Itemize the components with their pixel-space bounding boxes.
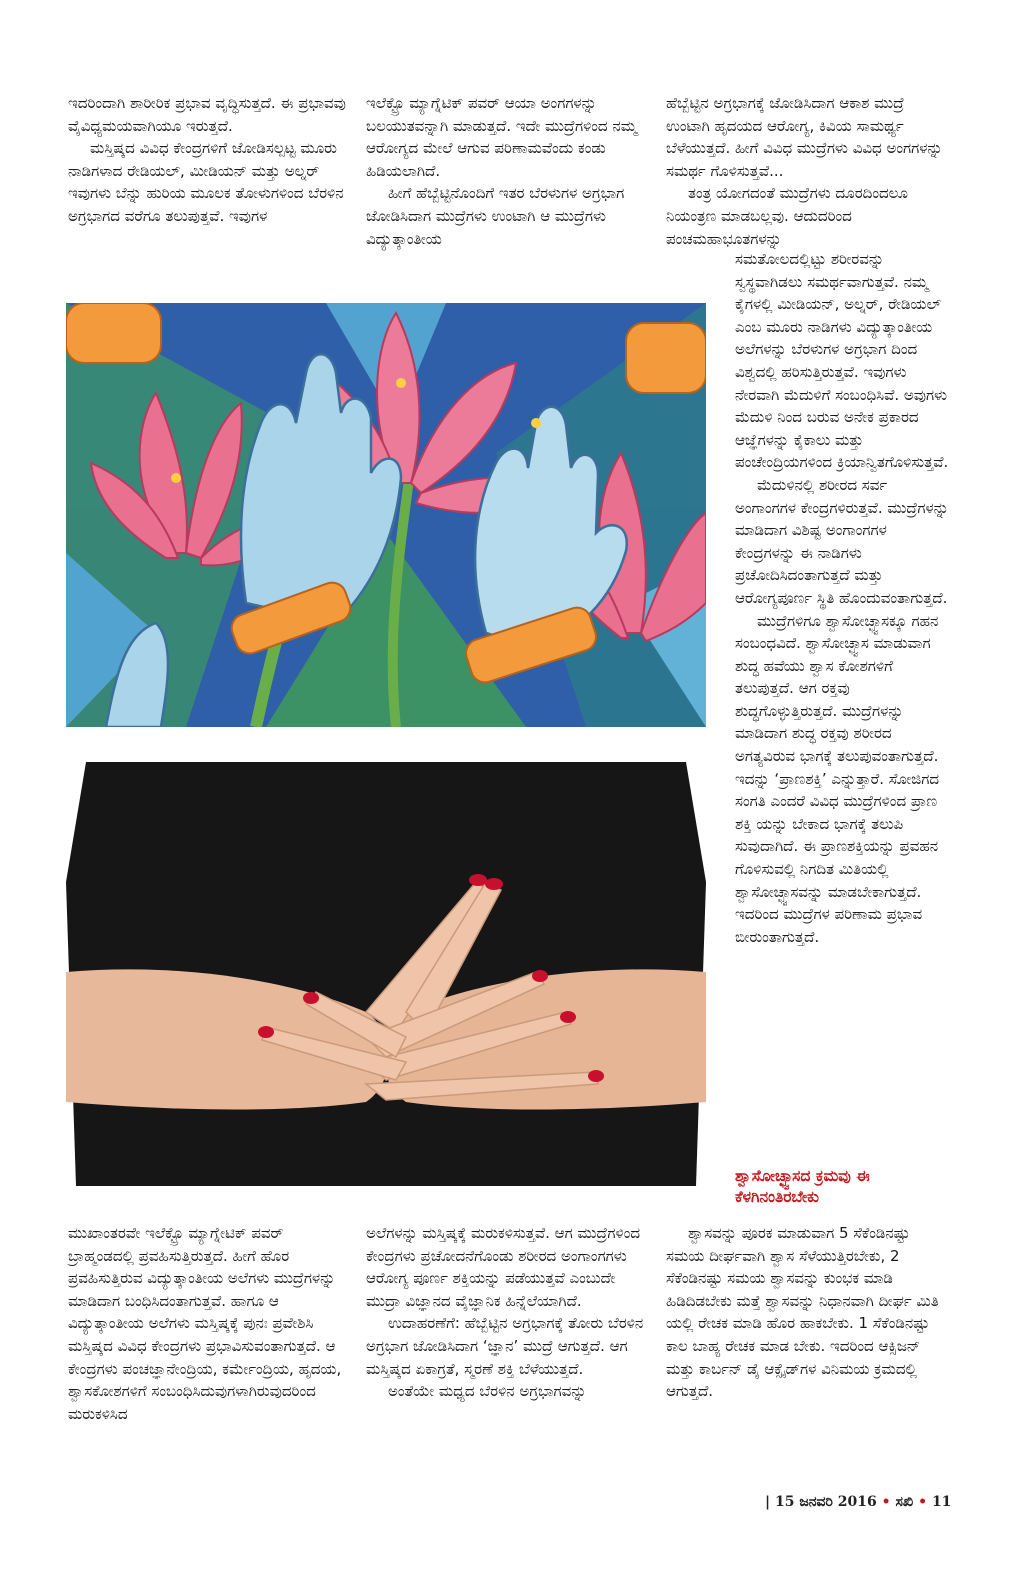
- paragraph: ಸಮತೋಲದಲ್ಲಿಟ್ಟು ಶರೀರವನ್ನು ಸ್ವಸ್ಥವಾಗಿಡಲು ಸಮರ್ಥವಾಗುತ್ತವೆ. ನಮ್ಮ ಕೈಗಳಲ್ಲಿ ಮೀಡಿಯನ್, ಅಲ್ನರ್, ರೇಡಿಯಲ್ ಎಂಬ ಮೂರು ನಾಡಿಗಳು ವಿದ್ಯುತ್ಕಾಂತೀಯ ಅಲೆಗಳನ್ನು ಬೆರಳುಗಳ ಅಗ್ರಭಾಗ ದಿಂದ ವಿಶ್ವದಲ್ಲಿ ಹರಿಸುತ್ತಿರುತ್ತವೆ. ಇವುಗಳು ನೇರವಾಗಿ ಮೆದುಳಿಗೆ ಸಂಬಂಧಿಸಿವೆ. ಅವುಗಳು ಮೆದುಳಿ ನಿಂದ ಬರುವ ಅನೇಕ ಪ್ರಕಾರದ ಆಜ್ಞೆಗಳನ್ನು ಕೈಕಾಲು ಮತ್ತು ಪಂಚೇಂದ್ರಿಯಗಳಿಂದ ಕ್ರಿಯಾನ್ವಿತಗೊಳಿಸುತ್ತವೆ.: [735, 250, 949, 472]
- page-footer: [765, 1494, 952, 1510]
- article-column-bottom-left: [68, 1222, 348, 1425]
- paragraph: ಮುದ್ರೆಗಳಿಗೂ ಶ್ವಾಸೋಚ್ಛ್ವಾಸಕ್ಕೂ ಗಹನ ಸಂಬಂಧವಿದೆ. ಶ್ವಾಸೋಚ್ಛ್ವಾಸ ಮಾಡುವಾಗ ಶುದ್ಧ ಹವೆಯು ಶ್ವಾಸ ಕೋಶಗಳಿಗೆ ತಲುಪುತ್ತದೆ. ಆಗ ರಕ್ತವು ಶುದ್ಧಗೊಳ್ಳುತ್ತಿರುತ್ತದೆ. ಮುದ್ರೆಗಳನ್ನು ಮಾಡಿದಾಗ ಶುದ್ಧ ರಕ್ತವು ಶರೀರದ ಅಗತ್ಯವಿರುವ ಭಾಗಕ್ಕೆ ತಲುಪುವಂತಾಗುತ್ತದೆ. ಇದನ್ನು ‘ಪ್ರಾಣಶಕ್ತಿ’ ಎನ್ನುತ್ತಾರೆ. ಸೋಜಿಗದ ಸಂಗತಿ ಎಂದರೆ ವಿವಿಧ ಮುದ್ರೆಗಳಿಂದ ಪ್ರಾಣ ಶಕ್ತಿ ಯನ್ನು ಬೇಕಾದ ಭಾಗಕ್ಕೆ ತಲುಪಿ ಸುವುದಾಗಿದೆ. ಈ ಪ್ರಾಣಶಕ್ತಿಯನ್ನು ಪ್ರವಹನ ಗೊಳಿಸುವಲ್ಲಿ ನಿಗದಿತ ಮಿತಿಯಲ್ಲಿ ಶ್ವಾಸೋಚ್ಛ್ವಾಸವನ್ನು ಮಾಡಬೇಕಾಗುತ್ತದೆ. ಇದರಿಂದ ಮುದ್ರೆಗಳ ಪರಿಣಾಮ ಪ್ರಭಾವ ಬೀರುಂತಾಗುತ್ತದೆ.: [735, 611, 940, 946]
- paragraph: ತಂತ್ರ ಯೋಗದಂತೆ ಮುದ್ರೆಗಳು ದೂರದಿಂದಲೂ ನಿಯಂತ್ರಣ ಮಾಡಬಲ್ಲವು. ಆದುದರಿಂದ ಪಂಚಮಹಾಭೂತಗಳನ್ನು: [666, 184, 908, 248]
- paragraph: ಶ್ವಾಸವನ್ನು ಪೂರಕ ಮಾಡುವಾಗ 5 ಸೆಕೆಂಡಿನಷ್ಟು ಸಮಯ ದೀರ್ಘವಾಗಿ ಶ್ವಾಸ ಸೆಳೆಯುತ್ತಿರಬೇಕು, 2 ಸೆಕೆಂಡಿನಷ್ಟು ಸಮಯ ಶ್ವಾಸವನ್ನು ಕುಂಭಕ ಮಾಡಿ ಹಿಡಿದಿಡಬೇಕು ಮತ್ತೆ ಶ್ವಾಸವನ್ನು ನಿಧಾನವಾಗಿ ದೀರ್ಘ ಮಿತಿ ಯಲ್ಲಿ ರೇಚಕ ಮಾಡಿ ಹೊರ ಹಾಕಬೇಕು. 1 ಸೆಕೆಂಡಿನಷ್ಟು ಕಾಲ ಬಾಹ್ಯ ರೇಚಕ ಮಾಡ ಬೇಕು. ಇದರಿಂದ ಆಕ್ಸಿಜನ್ ಮತ್ತು ಕಾರ್ಬನ್ ಡೈ ಆಕ್ಸೈಡ್‌ಗಳ ವಿನಿಮಯ ಕ್ರಮದಲ್ಲಿ ಆಗುತ್ತದೆ.: [666, 1224, 939, 1401]
- hakini-mudra-photo: [66, 762, 706, 1186]
- paragraph: ಉದಾಹರಣೆಗೆ: ಹೆಬ್ಬೆಟ್ಟಿನ ಅಗ್ರಭಾಗಕ್ಕೆ ತೋರು ಬೆರಳಿನ ಅಗ್ರಭಾಗ ಜೋಡಿಸಿದಾಗ ‘ಜ್ಞಾನ’ ಮುದ್ರೆ ಆಗುತ್ತದೆ. ಆಗ ಮಸ್ತಿಷ್ಕದ ಏಕಾಗ್ರತೆ, ಸ್ಮರಣೆ ಶಕ್ತಿ ಬೆಳೆಯುತ್ತದೆ.: [366, 1314, 644, 1378]
- mudra-lotus-painting: [66, 303, 706, 727]
- article-column-top-right: [666, 92, 948, 250]
- paragraph: ಮೆದುಳಿನಲ್ಲಿ ಶರೀರದ ಸರ್ವ ಅಂಗಾಂಗಗಳ ಕೇಂದ್ರಗಳಿರುತ್ತವೆ. ಮುದ್ರೆಗಳನ್ನು ಮಾಡಿದಾಗ ವಿಶಿಷ್ಟ ಅಂಗಾಂಗಗಳ ಕೇಂದ್ರಗಳನ್ನು ಈ ನಾಡಿಗಳು ಪ್ರಚೋದಿಸಿದಂತಾಗುತ್ತದೆ ಮತ್ತು ಆರೋಗ್ಯಪೂರ್ಣ ಸ್ಥಿತಿ ಹೊಂದುವಂತಾಗುತ್ತದೆ.: [735, 475, 949, 607]
- article-column-top-left: [68, 92, 358, 228]
- paragraph: ಇದರಿಂದಾಗಿ ಶಾರೀರಿಕ ಪ್ರಭಾವ ವೃದ್ಧಿಸುತ್ತದೆ. ಈ ಪ್ರಭಾವವು ವೈವಿಧ್ಯಮಯವಾಗಿಯೂ ಇರುತ್ತದೆ.: [68, 94, 346, 135]
- paragraph: ಹೆಬ್ಬೆಟ್ಟಿನ ಅಗ್ರಭಾಗಕ್ಕೆ ಜೋಡಿಸಿದಾಗ ಆಕಾಶ ಮುದ್ರೆ ಉಂಟಾಗಿ ಹೃದಯದ ಆರೋಗ್ಯ, ಕಿವಿಯ ಸಾಮರ್ಥ್ಯ ಬೆಳೆಯುತ್ತದೆ. ಹೀಗೆ ವಿವಿಧ ಮುದ್ರೆಗಳು ವಿವಿಧ ಅಂಗಗಳನ್ನು ಸಮರ್ಥ ಗೊಳಿಸುತ್ತವೆ...: [666, 94, 943, 180]
- footer-date: 15 ಜನವರಿ 2016: [774, 1494, 877, 1510]
- article-column-side: [735, 248, 949, 948]
- paragraph: ಅಲೆಗಳನ್ನು ಮಸ್ತಿಷ್ಕಕ್ಕೆ ಮರುಕಳಿಸುತ್ತವೆ. ಆಗ ಮುದ್ರೆಗಳಿಂದ ಕೇಂದ್ರಗಳು ಪ್ರಚೋದನೆಗೊಂಡು ಶರೀರದ ಅಂಗಾಂಗಗಳು ಆರೋಗ್ಯ ಪೂರ್ಣ ಶಕ್ತಿಯನ್ನು ಪಡೆಯುತ್ತವೆ ಎಂಬುದೇ ಮುದ್ರಾ ವಿಜ್ಞಾನದ ವೈಜ್ಞಾನಿಕ ಹಿನ್ನೆಲೆಯಾಗಿದೆ.: [366, 1224, 641, 1310]
- paragraph: ಹೀಗೆ ಹೆಬ್ಬೆಟ್ಟಿನೊಂದಿಗೆ ಇತರ ಬೆರಳುಗಳ ಅಗ್ರಭಾಗ ಜೋಡಿಸಿದಾಗ ಮುದ್ರೆಗಳು ಉಂಟಾಗಿ ಆ ಮುದ್ರೆಗಳು ವಿದ್ಯುತ್ಕಾಂತೀಯ: [366, 184, 625, 248]
- article-column-bottom-middle: [366, 1222, 646, 1403]
- section-heading: ಶ್ವಾಸೋಚ್ಛ್ವಾಸದ ಕ್ರಮವು ಈ ಕೆಳಗಿನಂತಿರಬೇಕು: [735, 1167, 870, 1206]
- footer-page-number: 11: [931, 1494, 952, 1510]
- article-column-bottom-right: [666, 1222, 948, 1403]
- paragraph: ಮಸ್ತಿಷ್ಕದ ವಿವಿಧ ಕೇಂದ್ರಗಳಿಗೆ ಜೋಡಿಸಲ್ಪಟ್ಟ ಮೂರು ನಾಡಿಗಳಾದ ರೇಡಿಯಲ್, ಮೀಡಿಯನ್ ಮತ್ತು ಅಲ್ನರ್ ಇವುಗಳು ಬೆನ್ನು ಹುರಿಯ ಮೂಲಕ ತೋಳುಗಳಿಂದ ಬೆರಳಿನ ಅಗ್ರಭಾಗದ ವರೆಗೂ ತಲುಪುತ್ತವೆ. ಇವುಗಳ: [68, 139, 344, 225]
- article-column-top-middle: [366, 92, 646, 250]
- footer-bullet: •: [881, 1494, 896, 1510]
- paragraph: ಮುಖಾಂತರವೇ ಇಲೆಕ್ಟ್ರೊ ಮ್ಯಾಗ್ನೇಟಿಕ್ ಪವರ್ ಬ್ರಾಹ್ಮಂಡದಲ್ಲಿ ಪ್ರವಹಿಸುತ್ತಿರುತ್ತದೆ. ಹೀಗೆ ಹೊರ ಪ್ರವಹಿಸುತ್ತಿರುವ ವಿದ್ಯುತ್ಕಾಂತೀಯ ಅಲೆಗಳು ಮುದ್ರೆಗಳನ್ನು ಮಾಡಿದಾಗ ಬಂಧಿಸಿದಂತಾಗುತ್ತವೆ. ಹಾಗೂ ಆ ವಿದ್ಯುತ್ಕಾಂತೀಯ ಅಲೆಗಳು ಮಸ್ತಿಷ್ಕಕ್ಕೆ ಪುನಃ ಪ್ರವೇಶಿಸಿ ಮಸ್ತಿಷ್ಕದ ವಿವಿಧ ಕೇಂದ್ರಗಳು ಪ್ರಭಾವಿಸುವಂತಾಗುತ್ತದೆ. ಆ ಕೇಂದ್ರಗಳು ಪಂಚಜ್ಞಾನೇಂದ್ರಿಯ, ಕರ್ಮೇಂದ್ರಿಯ, ಹೃದಯ, ಶ್ವಾಸಕೋಶಗಳಿಗೆ ಸಂಬಂಧಿಸಿದುವುಗಳಾಗಿರುವುದರಿಂದ ಮರುಕಳಿಸಿದ: [68, 1224, 342, 1423]
- footer-bullet: •: [918, 1494, 932, 1510]
- paragraph: ಇಲೆಕ್ಟ್ರೊ ಮ್ಯಾಗ್ನೆಟಿಕ್ ಪವರ್ ಆಯಾ ಅಂಗಗಳನ್ನು ಬಲಯುತವನ್ನಾಗಿ ಮಾಡುತ್ತದೆ. ಇದೇ ಮುದ್ರೆಗಳಿಂದ ನಮ್ಮ ಆರೋಗ್ಯದ ಮೇಲೆ ಆಗುವ ಪರಿಣಾಮವೆಂದು ಕಂಡು ಹಿಡಿಯಲಾಗಿದೆ.: [366, 94, 638, 180]
- footer-separator: |: [765, 1494, 775, 1510]
- footer-magazine: ಸಖಿ: [895, 1494, 914, 1510]
- paragraph: ಅಂತೆಯೇ ಮಧ್ಯದ ಬೆರಳಿನ ಅಗ್ರಭಾಗವನ್ನು: [388, 1382, 587, 1401]
